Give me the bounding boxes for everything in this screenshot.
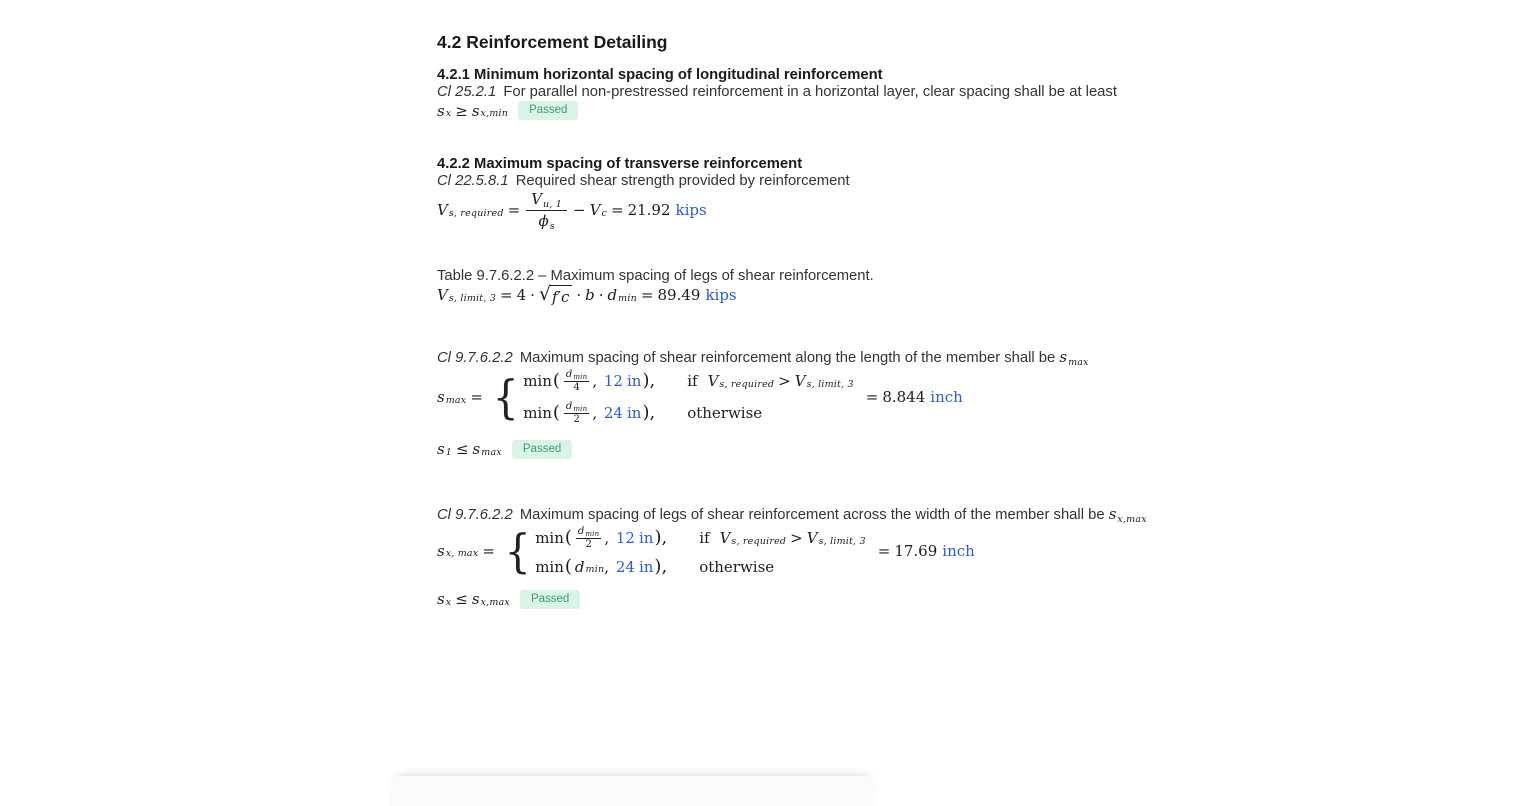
math-var: V xyxy=(794,372,806,390)
math-var: d xyxy=(574,557,585,576)
cases-expression xyxy=(487,369,854,426)
clause-text: Required shear strength provided by reinforcement xyxy=(515,173,850,189)
math-var: d xyxy=(577,525,585,537)
check-sx-max-spacing xyxy=(437,590,1167,609)
case-result xyxy=(862,388,963,406)
case-row xyxy=(535,526,866,551)
inline-fraction xyxy=(564,369,589,394)
math-op: · xyxy=(598,286,604,304)
fraction-denominator xyxy=(538,211,554,231)
fraction-denominator: 2 xyxy=(573,413,580,425)
close-paren: ), xyxy=(654,527,668,548)
math-sub: c xyxy=(601,207,607,219)
if-keyword: if xyxy=(699,529,710,547)
math-op: > xyxy=(790,529,803,547)
cases-expression xyxy=(499,523,866,578)
math-sub: u, 1 xyxy=(543,199,563,210)
case-condition xyxy=(687,372,854,390)
math-var: s xyxy=(472,440,481,458)
passed-badge: Passed xyxy=(512,440,572,459)
case-expression xyxy=(535,526,685,551)
if-keyword: if xyxy=(687,372,698,390)
case-expression xyxy=(523,401,673,426)
math-var: V xyxy=(437,286,448,304)
result-unit: inch xyxy=(942,541,975,560)
math-op: = xyxy=(507,201,521,220)
open-paren: ( xyxy=(552,370,560,391)
subsection-4-2-1-title: 4.2.1 Minimum horizontal spacing of longitudinal reinforcement xyxy=(437,67,883,83)
math-var: s xyxy=(1059,347,1068,366)
math-sub: s, required xyxy=(719,378,775,390)
inline-fraction xyxy=(576,526,601,551)
case-condition xyxy=(687,404,762,422)
math-op: = xyxy=(640,286,654,304)
clause-9-7-6-2-2-width xyxy=(437,505,1167,526)
math-sub: min xyxy=(573,372,588,381)
cases-brace: { xyxy=(504,523,531,578)
min-function: min xyxy=(523,372,552,390)
result-unit: kips xyxy=(705,286,737,304)
inline-fraction xyxy=(564,401,589,426)
math-sub: s xyxy=(549,220,555,232)
case-condition xyxy=(699,558,774,576)
math-sub: s, limit, 3 xyxy=(448,292,496,304)
section-heading: 4.2 Reinforcement Detailing xyxy=(437,32,668,52)
clause-reference: Cl 9.7.6.2.2 xyxy=(437,506,513,523)
math-sub: 1 xyxy=(445,446,452,458)
formula-vs-limit xyxy=(437,282,1167,306)
math-var: d xyxy=(565,368,573,380)
close-paren: ), xyxy=(654,555,668,577)
fraction xyxy=(526,190,567,231)
clause-reference: Cl 25.2.1 xyxy=(437,84,497,100)
math-op: = xyxy=(611,201,624,220)
math-op: · xyxy=(530,286,535,304)
result-value: 89.49 xyxy=(657,286,701,304)
math-sub: s, required xyxy=(731,535,787,547)
math-var: s xyxy=(1108,504,1117,523)
case-row xyxy=(535,555,866,577)
math-var: s xyxy=(437,590,445,608)
math-sub: s, limit, 3 xyxy=(806,378,854,390)
math-op: = xyxy=(470,388,483,406)
math-sub: x xyxy=(445,596,452,608)
math-unit: in xyxy=(638,529,654,547)
math-var: s xyxy=(471,101,480,120)
fraction-numerator xyxy=(564,369,589,382)
math-var: V xyxy=(589,201,601,220)
math-op: = xyxy=(482,541,495,560)
clause-text: For parallel non-prestressed reinforcement in a horizontal layer, clear spacing shall be at least xyxy=(503,84,1117,100)
open-paren: ( xyxy=(552,402,560,423)
math-var: s xyxy=(437,101,445,120)
math-var: s xyxy=(471,590,480,608)
result-unit: inch xyxy=(930,388,963,406)
math-unit: in xyxy=(626,372,642,390)
check-s1-spacing xyxy=(437,440,1167,459)
math-var: s xyxy=(437,440,445,458)
math-op: ≥ xyxy=(455,101,468,120)
math-var: s xyxy=(437,388,445,406)
passed-badge: Passed xyxy=(520,590,580,609)
case-row xyxy=(523,369,854,394)
otherwise-keyword: otherwise xyxy=(699,557,775,576)
math-var: ϕ xyxy=(538,211,549,230)
math-var: s xyxy=(437,541,445,560)
math-sub: s, limit, 3 xyxy=(818,535,866,547)
fraction-numerator xyxy=(564,401,589,414)
result-value: 21.92 xyxy=(627,201,671,220)
math-op: = xyxy=(865,388,879,406)
math-punct: , xyxy=(604,529,610,547)
result-value: 8.844 xyxy=(882,388,926,406)
math-sub: s, required xyxy=(448,207,504,219)
case-condition xyxy=(699,529,866,547)
radicand xyxy=(550,285,572,306)
math-var: f′c xyxy=(552,287,570,306)
math-sub: x,max xyxy=(480,596,510,608)
otherwise-keyword: otherwise xyxy=(687,404,763,422)
formula-sx-max xyxy=(437,523,1167,578)
min-function: min xyxy=(523,404,552,422)
case-result xyxy=(874,542,975,560)
math-var: d xyxy=(565,400,573,412)
case-expression xyxy=(535,555,685,577)
cases-brace: { xyxy=(492,370,519,424)
math-num: 12 xyxy=(603,372,623,390)
clause-reference: Cl 9.7.6.2.2 xyxy=(437,349,513,366)
math-op: − xyxy=(573,201,586,220)
clause-22-5-8-1 xyxy=(437,172,1167,190)
math-num: 24 xyxy=(615,557,635,576)
cases-rows xyxy=(535,526,866,576)
math-sub: max xyxy=(481,446,502,458)
fraction-denominator: 4 xyxy=(573,381,580,393)
fraction-numerator xyxy=(526,190,567,211)
clause-text: Maximum spacing of legs of shear reinforcement across the width of the member shall be xyxy=(519,506,1105,523)
math-sub: max xyxy=(1068,356,1089,368)
math-num: 24 xyxy=(603,404,623,422)
math-var: V xyxy=(806,529,818,547)
math-op: ≤ xyxy=(455,440,469,458)
math-var: V xyxy=(707,372,719,390)
table-note: Table 9.7.6.2.2 – Maximum spacing of legs of shear reinforcement. xyxy=(437,267,874,284)
math-punct: , xyxy=(592,372,598,390)
math-var: V xyxy=(437,201,448,220)
math-sub: min xyxy=(618,292,637,304)
math-punct: , xyxy=(592,404,598,422)
math-sub: min xyxy=(573,404,588,413)
math-op: > xyxy=(778,372,791,390)
clause-25-2-1 xyxy=(437,83,1167,101)
open-paren: ( xyxy=(564,527,572,548)
case-row xyxy=(523,401,854,426)
math-op: = xyxy=(499,286,513,304)
math-num: 12 xyxy=(615,529,635,547)
min-function: min xyxy=(535,529,564,547)
math-var: V xyxy=(719,529,731,547)
math-op: = xyxy=(877,541,891,560)
math-var: b xyxy=(585,286,595,304)
math-sub: min xyxy=(585,564,605,575)
result-value: 17.69 xyxy=(894,541,938,560)
fraction-numerator xyxy=(576,526,601,539)
math-sub: min xyxy=(585,529,600,538)
math-punct: , xyxy=(604,557,610,576)
formula-s-max xyxy=(437,369,1167,426)
clause-text: Maximum spacing of shear reinforcement along the length of the member shall be xyxy=(519,349,1056,366)
math-sub: x, max xyxy=(445,548,479,559)
math-op: ≤ xyxy=(455,590,468,608)
math-sub: max xyxy=(445,394,467,406)
formula-vs-required xyxy=(437,190,1167,231)
clause-reference: Cl 22.5.8.1 xyxy=(437,173,509,189)
check-sx-spacing xyxy=(437,101,1167,120)
math-sub: x,min xyxy=(480,108,509,119)
report-content xyxy=(437,32,1167,609)
radical-icon: √ xyxy=(538,282,551,305)
square-root xyxy=(538,282,572,306)
result-unit: kips xyxy=(675,201,707,220)
math-unit: in xyxy=(626,404,642,422)
math-num: 4 xyxy=(516,286,527,304)
cases-rows xyxy=(523,369,854,426)
case-expression xyxy=(523,369,673,394)
subsection-4-2-2-title: 4.2.2 Maximum spacing of transverse reinforcement xyxy=(437,156,803,172)
open-paren: ( xyxy=(564,555,572,577)
min-function: min xyxy=(535,557,564,576)
next-panel-shadow xyxy=(390,776,876,806)
math-var: V xyxy=(531,190,543,208)
close-paren: ), xyxy=(642,402,656,423)
fraction-denominator: 2 xyxy=(585,538,592,550)
math-sub: x,max xyxy=(1117,513,1147,525)
math-unit: in xyxy=(638,557,654,576)
math-var: d xyxy=(607,286,618,304)
passed-badge: Passed xyxy=(518,101,578,120)
close-paren: ), xyxy=(642,370,656,391)
math-op: · xyxy=(576,286,582,304)
math-sub: x xyxy=(445,108,452,119)
clause-9-7-6-2-2-length xyxy=(437,348,1167,369)
